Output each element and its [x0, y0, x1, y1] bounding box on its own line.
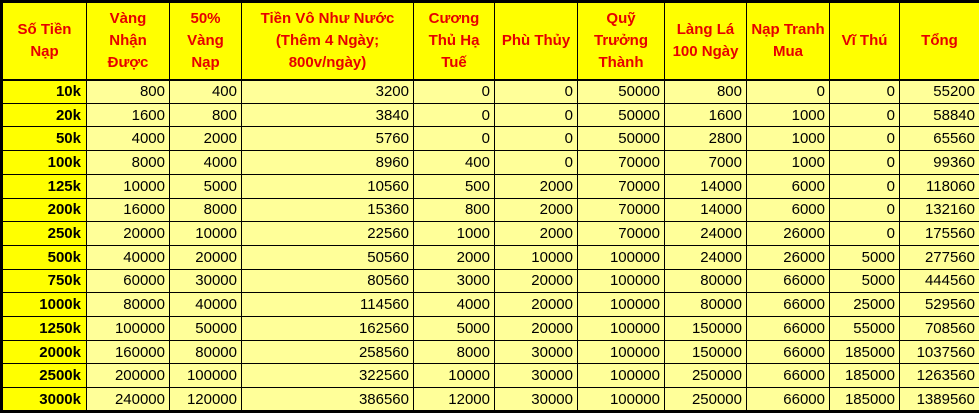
table-row — [2, 127, 979, 151]
cell-value: 65560 — [900, 127, 979, 151]
table-row — [2, 198, 979, 222]
cell-value: 529560 — [900, 293, 979, 317]
cell-value: 66000 — [747, 317, 830, 341]
cell-value: 8960 — [242, 151, 414, 175]
cell-value: 50000 — [578, 127, 665, 151]
cell-value: 185000 — [830, 364, 900, 388]
cell-value: 3840 — [242, 103, 414, 127]
cell-value: 80560 — [242, 269, 414, 293]
table-row — [2, 245, 979, 269]
cell-value: 3200 — [242, 80, 414, 104]
cell-value: 26000 — [747, 245, 830, 269]
cell-value: 1000 — [747, 127, 830, 151]
cell-value: 20000 — [170, 245, 242, 269]
cell-value: 8000 — [170, 198, 242, 222]
row-label: 2500k — [2, 364, 87, 388]
table-row — [2, 103, 979, 127]
row-label: 200k — [2, 198, 87, 222]
column-header: Quỹ Trưởng Thành — [578, 2, 665, 80]
cell-value: 22560 — [242, 222, 414, 246]
cell-value: 277560 — [900, 245, 979, 269]
row-label: 20k — [2, 103, 87, 127]
cell-value: 24000 — [665, 222, 747, 246]
cell-value: 30000 — [170, 269, 242, 293]
cell-value: 800 — [414, 198, 495, 222]
cell-value: 160000 — [87, 340, 170, 364]
cell-value: 16000 — [87, 198, 170, 222]
cell-value: 55200 — [900, 80, 979, 104]
cell-value: 800 — [87, 80, 170, 104]
cell-value: 5760 — [242, 127, 414, 151]
cell-value: 10560 — [242, 174, 414, 198]
cell-value: 200000 — [87, 364, 170, 388]
cell-value: 70000 — [578, 222, 665, 246]
cell-value: 10000 — [87, 174, 170, 198]
cell-value: 2800 — [665, 127, 747, 151]
cell-value: 5000 — [170, 174, 242, 198]
table-row — [2, 222, 979, 246]
cell-value: 66000 — [747, 269, 830, 293]
cell-value: 30000 — [495, 340, 578, 364]
cell-value: 14000 — [665, 198, 747, 222]
cell-value: 10000 — [170, 222, 242, 246]
cell-value: 132160 — [900, 198, 979, 222]
table-row — [2, 340, 979, 364]
cell-value: 1000 — [747, 103, 830, 127]
cell-value: 4000 — [87, 127, 170, 151]
cell-value: 20000 — [495, 293, 578, 317]
cell-value: 0 — [830, 198, 900, 222]
cell-value: 175560 — [900, 222, 979, 246]
cell-value: 250000 — [665, 364, 747, 388]
row-label: 250k — [2, 222, 87, 246]
cell-value: 5000 — [414, 317, 495, 341]
cell-value: 2000 — [495, 222, 578, 246]
cell-value: 2000 — [170, 127, 242, 151]
cell-value: 0 — [830, 127, 900, 151]
cell-value: 0 — [495, 151, 578, 175]
cell-value: 99360 — [900, 151, 979, 175]
cell-value: 322560 — [242, 364, 414, 388]
column-header: Vĩ Thú — [830, 2, 900, 80]
row-label: 50k — [2, 127, 87, 151]
cell-value: 26000 — [747, 222, 830, 246]
cell-value: 0 — [830, 222, 900, 246]
cell-value: 70000 — [578, 151, 665, 175]
cell-value: 50000 — [170, 317, 242, 341]
cell-value: 100000 — [87, 317, 170, 341]
cell-value: 20000 — [495, 269, 578, 293]
cell-value: 120000 — [170, 388, 242, 412]
cell-value: 10000 — [414, 364, 495, 388]
cell-value: 100000 — [578, 245, 665, 269]
cell-value: 1600 — [665, 103, 747, 127]
cell-value: 4000 — [414, 293, 495, 317]
cell-value: 0 — [747, 80, 830, 104]
table-row — [2, 317, 979, 341]
cell-value: 1600 — [87, 103, 170, 127]
row-label: 125k — [2, 174, 87, 198]
cell-value: 12000 — [414, 388, 495, 412]
cell-value: 400 — [414, 151, 495, 175]
cell-value: 6000 — [747, 174, 830, 198]
column-header: Cương Thủ Hạ Tuế — [414, 2, 495, 80]
cell-value: 100000 — [578, 388, 665, 412]
cell-value: 500 — [414, 174, 495, 198]
table-row — [2, 80, 979, 104]
cell-value: 0 — [830, 80, 900, 104]
cell-value: 800 — [665, 80, 747, 104]
cell-value: 100000 — [578, 269, 665, 293]
column-header: Làng Lá 100 Ngày — [665, 2, 747, 80]
cell-value: 70000 — [578, 174, 665, 198]
row-label: 750k — [2, 269, 87, 293]
cell-value: 0 — [830, 103, 900, 127]
cell-value: 80000 — [665, 293, 747, 317]
cell-value: 1389560 — [900, 388, 979, 412]
cell-value: 708560 — [900, 317, 979, 341]
cell-value: 30000 — [495, 364, 578, 388]
row-label: 1000k — [2, 293, 87, 317]
cell-value: 444560 — [900, 269, 979, 293]
column-header: Phù Thủy — [495, 2, 578, 80]
cell-value: 80000 — [665, 269, 747, 293]
cell-value: 8000 — [87, 151, 170, 175]
cell-value: 66000 — [747, 388, 830, 412]
cell-value: 800 — [170, 103, 242, 127]
cell-value: 66000 — [747, 340, 830, 364]
column-header: Nạp Tranh Mua — [747, 2, 830, 80]
cell-value: 70000 — [578, 198, 665, 222]
cell-value: 66000 — [747, 293, 830, 317]
cell-value: 0 — [830, 151, 900, 175]
cell-value: 100000 — [578, 317, 665, 341]
column-header: Tổng — [900, 2, 979, 80]
cell-value: 20000 — [495, 317, 578, 341]
cell-value: 3000 — [414, 269, 495, 293]
table-row — [2, 269, 979, 293]
cell-value: 0 — [495, 103, 578, 127]
table-body — [2, 80, 979, 412]
cell-value: 10000 — [495, 245, 578, 269]
cell-value: 100000 — [578, 364, 665, 388]
column-header: 50% Vàng Nạp — [170, 2, 242, 80]
cell-value: 7000 — [665, 151, 747, 175]
cell-value: 30000 — [495, 388, 578, 412]
table-row — [2, 293, 979, 317]
row-label: 10k — [2, 80, 87, 104]
cell-value: 25000 — [830, 293, 900, 317]
cell-value: 50000 — [578, 103, 665, 127]
cell-value: 80000 — [87, 293, 170, 317]
cell-value: 1000 — [414, 222, 495, 246]
cell-value: 14000 — [665, 174, 747, 198]
cell-value: 2000 — [495, 198, 578, 222]
row-label: 1250k — [2, 317, 87, 341]
cell-value: 100000 — [170, 364, 242, 388]
cell-value: 5000 — [830, 245, 900, 269]
cell-value: 2000 — [414, 245, 495, 269]
cell-value: 60000 — [87, 269, 170, 293]
cell-value: 240000 — [87, 388, 170, 412]
cell-value: 185000 — [830, 340, 900, 364]
row-label: 3000k — [2, 388, 87, 412]
cell-value: 40000 — [170, 293, 242, 317]
cell-value: 6000 — [747, 198, 830, 222]
cell-value: 20000 — [87, 222, 170, 246]
row-label: 2000k — [2, 340, 87, 364]
cell-value: 4000 — [170, 151, 242, 175]
cell-value: 0 — [830, 174, 900, 198]
cell-value: 0 — [495, 80, 578, 104]
cell-value: 40000 — [87, 245, 170, 269]
header-row — [2, 2, 979, 80]
row-label: 500k — [2, 245, 87, 269]
table-row — [2, 388, 979, 412]
cell-value: 250000 — [665, 388, 747, 412]
column-header: Số Tiền Nạp — [2, 2, 87, 80]
cell-value: 100000 — [578, 340, 665, 364]
column-header: Tiền Vô Như Nước (Thêm 4 Ngày; 800v/ngày) — [242, 2, 414, 80]
cell-value: 1263560 — [900, 364, 979, 388]
column-header: Vàng Nhận Được — [87, 2, 170, 80]
cell-value: 2000 — [495, 174, 578, 198]
cell-value: 0 — [414, 127, 495, 151]
cell-value: 50560 — [242, 245, 414, 269]
row-label: 100k — [2, 151, 87, 175]
table-row — [2, 151, 979, 175]
cell-value: 80000 — [170, 340, 242, 364]
cell-value: 50000 — [578, 80, 665, 104]
cell-value: 0 — [414, 80, 495, 104]
cell-value: 114560 — [242, 293, 414, 317]
cell-value: 400 — [170, 80, 242, 104]
cell-value: 66000 — [747, 364, 830, 388]
cell-value: 150000 — [665, 340, 747, 364]
cell-value: 100000 — [578, 293, 665, 317]
cell-value: 58840 — [900, 103, 979, 127]
cell-value: 5000 — [830, 269, 900, 293]
cell-value: 24000 — [665, 245, 747, 269]
cell-value: 386560 — [242, 388, 414, 412]
cell-value: 150000 — [665, 317, 747, 341]
cell-value: 1000 — [747, 151, 830, 175]
table-row — [2, 174, 979, 198]
cell-value: 0 — [414, 103, 495, 127]
cell-value: 55000 — [830, 317, 900, 341]
cell-value: 15360 — [242, 198, 414, 222]
cell-value: 258560 — [242, 340, 414, 364]
cell-value: 8000 — [414, 340, 495, 364]
table-row — [2, 364, 979, 388]
cell-value: 162560 — [242, 317, 414, 341]
cell-value: 185000 — [830, 388, 900, 412]
cell-value: 0 — [495, 127, 578, 151]
cell-value: 1037560 — [900, 340, 979, 364]
cell-value: 118060 — [900, 174, 979, 198]
